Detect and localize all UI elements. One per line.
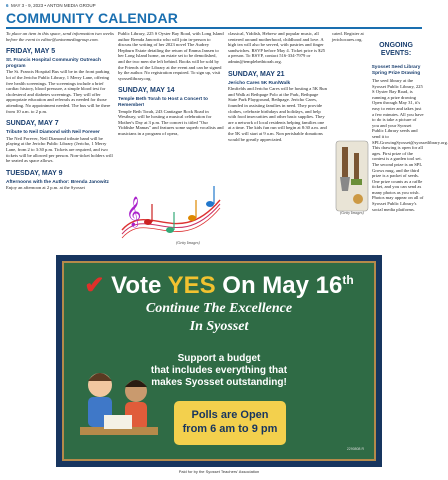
column-1: [6, 31, 114, 193]
event-text: The Neil Forever, Neil Diamond tribute band will be playing at the Jericho Public Library (Jericho, 1 Merry Lane, from 2 to 3:30 p.m. Tickets are required, and two tickets will be allowed per person. Non-ticket holders will be seated as space allows.: [6, 135, 113, 164]
event-text: Elmfields and Jericho Cares will be hosting a 5K Run and Walk at Bethpage Polo at the Park, Bethpage State Park Playground, Bethpage. Jericho Cares, founded in assisting families in need. They provide clothes, celebrate birthdays and holidays, and help with food insecurities and other basic supplies. They are a network of local residents helping families one at a time. The kids fun run will begin at 8:30 a.m. and the 5K will start at 9 a.m. Non perishable donations would be greatly appreciated.: [228, 86, 327, 142]
event-title: Temple Beth Torah to Host a Concert to Remember!: [118, 97, 208, 108]
day-heading: SUNDAY, MAY 7: [6, 120, 59, 128]
vote-advertisement: [56, 255, 382, 467]
column-4-top: [332, 31, 368, 44]
event-text: Temple Beth Torah, 243 Cantiague Rock Road in Westbury, will be hosting a musical celebration for Mother's Day at 3 p.m. The concert is titled "Our Yiddishe Mamas" and features some superb vocalists and musicians in a program of opera,: [118, 108, 224, 136]
ad-code: 2290808 R: [346, 447, 364, 451]
photo-credit: (Getty Images): [340, 210, 364, 215]
ad-date: On May 16: [215, 272, 343, 299]
ad-body: [64, 353, 374, 389]
event-text: classical, Yiddish, Hebrew and popular music, all centered around motherhood, childhood and love. A high tea will also be served, with pastries and finger sandwiches. RSVP before May 4. Ticket price is $25 a person. To RSVP, contact 516-334-7979 or admin@templebethtorah.org.: [228, 31, 326, 64]
music-notes-image: [118, 160, 224, 248]
ongoing-heading: ONGOING EVENTS:: [379, 42, 413, 57]
checkmark-icon: ✔: [84, 272, 105, 299]
ad-subheading: Continue The Excellence: [145, 301, 293, 316]
polls-line: Polls are Open: [191, 409, 269, 421]
event-title: Syosset Seed Library Spring Prize Drawing: [371, 65, 421, 76]
page-folio: 6 MAY 3 - 9, 2023 • ANTON MEDIA GROUP: [6, 3, 96, 8]
garden-tools-image: [332, 135, 372, 215]
ad-subheading: In Syosset: [189, 319, 249, 334]
ad-body-line: makes Syosset outstanding!: [151, 377, 287, 388]
svg-text:𝄞: 𝄞: [126, 197, 142, 227]
event-title: Tribute to Neil Diamond with Neil Forever: [6, 130, 100, 136]
ad-headline: [64, 265, 374, 301]
column-2: [118, 31, 224, 139]
publisher-name: ANTON MEDIA GROUP: [46, 3, 96, 8]
event-text: Public Library, 225 S Oyster Bay Road, with Long Island author Brenda Janowitz who will join in-person to discuss the writing of her 2023 novel The Audrey Hepburn Estate detailing the return of Emma Jansen to her Long Island home, an estate set to be demolished, and the two men she left behind. Books will be sold by the Friends of the Library at the event and can be signed by the author. No registration required. To sign up, visit syossetlibrary.org.: [118, 31, 224, 81]
photo-credit: (Getty Images): [176, 240, 200, 245]
day-heading: TUESDAY, MAY 9: [6, 169, 63, 177]
title-rule: [6, 27, 422, 29]
day-heading: SUNDAY, MAY 21: [228, 70, 285, 78]
ad-body-line: that includes everything that: [150, 365, 288, 376]
event-text: The seed library at the Syosset Public Library, 225 S Oyster Bay Road, is running a prize drawing Open through May 31, it's easy to enter and takes just a few minutes. All you have to do is take a picture of you and your Syosset Public Library seeds and send it to SPLGrowingSyosset@syossetlibrary.org. This drawing is open for all ages. First prize of the contest is a garden tool set. The second prize is an SPL Grows mug, and the third prize is a packet of seeds. One prize counts as a raffle ticket, and you can send as many photos as you wish. Photos may appear on all of Syosset Public Library's social media platforms.: [372, 78, 448, 212]
polls-line: from 6 am to 9 pm: [182, 423, 278, 435]
event-text: cated. Register at jerichocares.org.: [332, 31, 364, 42]
event-title: Jericho Cares 5K Run/Walk: [228, 80, 291, 86]
column-3: [228, 31, 328, 144]
event-text: Enjoy an afternoon at 2 p.m. at the Syosset: [6, 185, 85, 191]
event-text: The St. Francis Hospital Bus will be in the front parking lot of the Jericho Public Library, 1 Merry Lane, offering free health screenings. The screenings include a brief cardiac history, blood pressure, a simple blood test for cholesterol and diabetes screenings. They will offer appropriate education and referrals as needed for those attending. No appointment needed. The bus will be there from 10 a.m. to 2 p.m.: [6, 69, 111, 114]
issue-date: MAY 3 - 9, 2023: [11, 3, 44, 8]
ad-date-suffix: th: [342, 273, 354, 287]
section-title: COMMUNITY CALENDAR: [6, 10, 179, 26]
page-number: 6: [6, 3, 9, 8]
event-title: St. Francis Hospital Community Outreach program: [6, 58, 101, 69]
ad-yes: YES: [167, 272, 216, 299]
paid-for-line: Paid for by the Syosset Teachers' Association: [178, 469, 260, 474]
day-heading: FRIDAY, MAY 5: [6, 48, 56, 56]
event-title: Afternoons with the Author: Brenda Janowitz: [6, 179, 109, 185]
intro-text: To place an item in this space, send information two weeks before the event to editor@antonmediagroup.com.: [6, 31, 114, 42]
ad-vote: Vote: [111, 272, 168, 299]
polls-box: [174, 401, 286, 445]
chalkboard: [62, 261, 376, 461]
ad-body-line: Support a budget: [177, 353, 261, 364]
day-heading: SUNDAY, MAY 14: [118, 87, 175, 95]
